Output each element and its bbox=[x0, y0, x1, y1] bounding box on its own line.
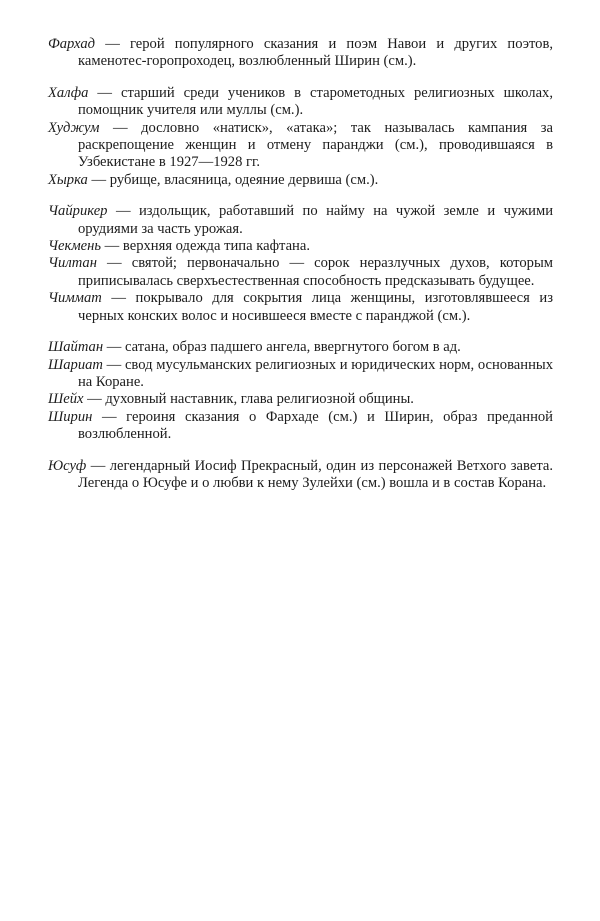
glossary-entry-shariat bbox=[48, 357, 553, 392]
glossary-term: Чайрикер bbox=[48, 203, 108, 220]
glossary-definition: — старший среди учеников в старометодных религиозных школах, помощник учителя или муллы (см.). bbox=[78, 84, 553, 119]
glossary-definition: — рубище, власяница, одеяние дервиша (см.). bbox=[87, 171, 379, 188]
glossary-term: Ширин bbox=[48, 408, 93, 425]
glossary-entry-khudzhum bbox=[48, 120, 553, 172]
glossary-definition: — свод мусульманских религиозных и юридических норм, основанных на Коране. bbox=[78, 356, 553, 390]
glossary-term: Чиммат bbox=[48, 290, 102, 307]
glossary-entry-chekmen bbox=[48, 238, 553, 255]
glossary-entry-shaytan bbox=[48, 339, 553, 356]
glossary-entry-khalfa bbox=[48, 85, 553, 120]
glossary-term: Шейх bbox=[48, 391, 84, 408]
glossary-entry-sheykh bbox=[48, 391, 553, 408]
glossary-definition: — героиня сказания о Фархаде (см.) и Ширин, образ преданной возлюбленной. bbox=[78, 408, 553, 443]
glossary-group-sh bbox=[48, 339, 553, 443]
glossary-definition: — верхняя одежда типа кафтана. bbox=[101, 238, 310, 255]
glossary-definition: — покрывало для сокрытия лица женщины, изготовлявшееся из черных конских волос и носившееся вместе с паранджой (см.). bbox=[78, 290, 553, 324]
glossary-group-ch bbox=[48, 203, 553, 325]
glossary-entry-chimmat bbox=[48, 290, 553, 325]
glossary-term: Чилтан bbox=[48, 255, 97, 272]
glossary-term: Худжум bbox=[48, 119, 100, 136]
glossary-entry-chayriker bbox=[48, 203, 553, 238]
glossary-page bbox=[48, 36, 553, 506]
glossary-group-f bbox=[48, 36, 553, 71]
glossary-definition: — герой популярного сказания и поэм Навои и других поэтов, каменотес-горопроходец, возлюбленный Ширин (см.). bbox=[78, 36, 553, 70]
glossary-definition: — издольщик, работавший по найму на чужой земле и чужими орудиями за часть урожая. bbox=[78, 203, 553, 237]
glossary-definition: — святой; первоначально — сорок неразлучных духов, которым приписывалась сверхъестественная способность предсказывать будущее. bbox=[78, 255, 553, 289]
glossary-entry-farkhad bbox=[48, 36, 553, 71]
glossary-entry-khyrka bbox=[48, 172, 553, 189]
glossary-definition: — легендарный Иосиф Прекрасный, один из персонажей Ветхого завета. Легенда о Юсуфе и о любви к нему Зулейхи (см.) вошла и в состав Корана. bbox=[78, 457, 553, 491]
glossary-definition: — духовный наставник, глава религиозной общины. bbox=[83, 391, 414, 408]
glossary-term: Юсуф bbox=[48, 457, 87, 474]
glossary-term: Хырка bbox=[48, 171, 88, 188]
glossary-entry-chiltan bbox=[48, 255, 553, 290]
glossary-term: Фархад bbox=[48, 36, 96, 52]
glossary-group-kh bbox=[48, 85, 553, 189]
glossary-term: Чекмень bbox=[48, 238, 102, 255]
glossary-definition: — дословно «натиск», «атака»; так называлась кампания за раскрепощение женщин и отмену паранджи (см.), проводившаяся в Узбекистане в 1927—1928 гг. bbox=[78, 119, 553, 171]
glossary-definition: — сатана, образ падшего ангела, ввергнутого богом в ад. bbox=[103, 339, 461, 356]
glossary-entry-yusuf bbox=[48, 458, 553, 493]
glossary-term: Шайтан bbox=[48, 339, 104, 356]
glossary-term: Шариат bbox=[48, 356, 103, 373]
glossary-term: Халфа bbox=[48, 84, 89, 101]
glossary-entry-shirin bbox=[48, 409, 553, 444]
glossary-group-yu bbox=[48, 458, 553, 493]
